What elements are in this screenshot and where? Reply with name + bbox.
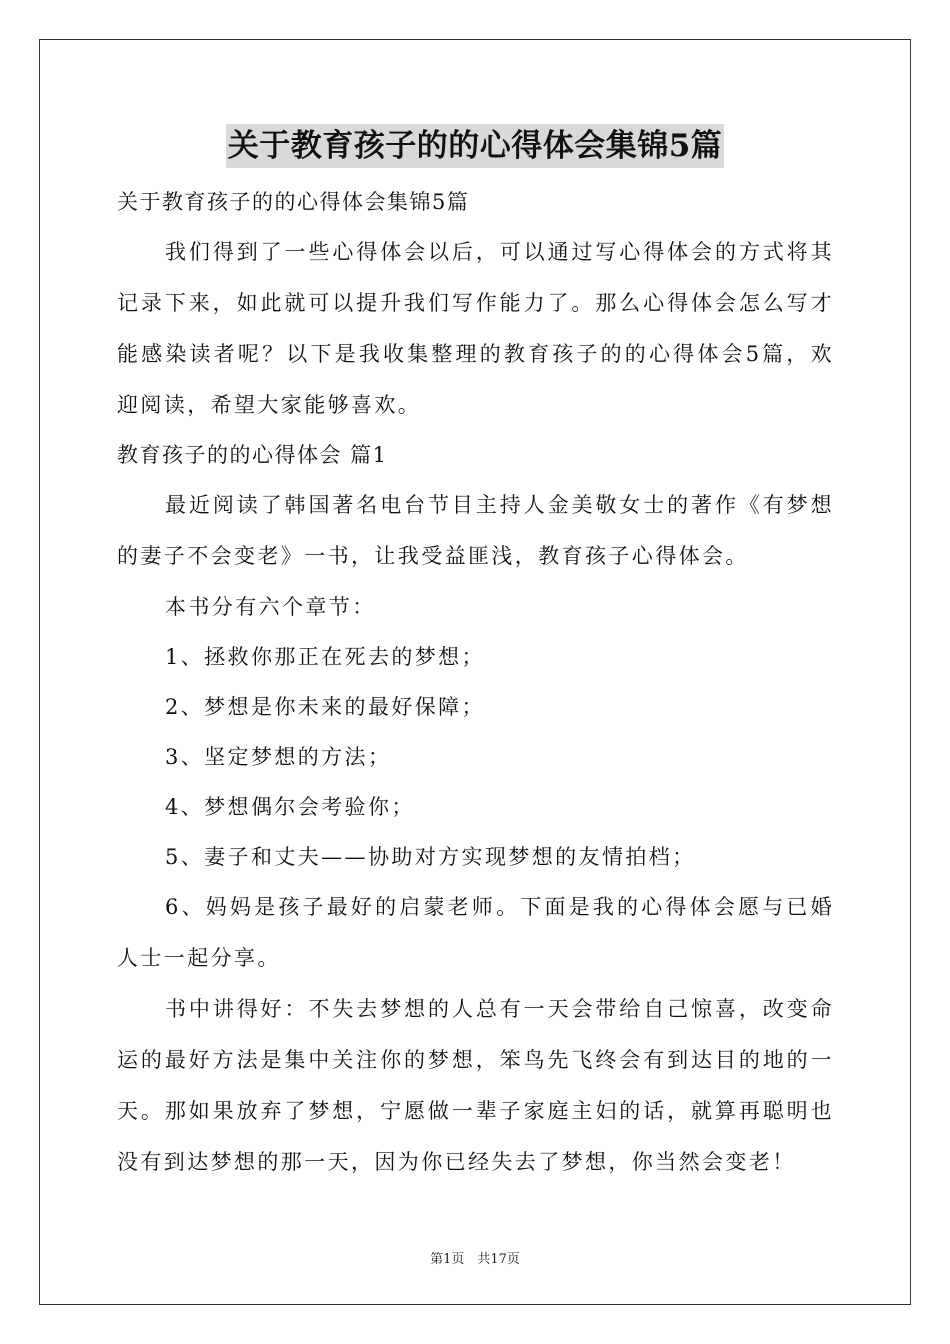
chapter-item-4: 4、梦想偶尔会考验你； xyxy=(165,795,415,819)
page-footer: 第1页 共17页 xyxy=(430,1252,520,1267)
intro-paragraph: 我们得到了一些心得体会以后，可以通过写心得体会的方式将其记录下来，如此就可以提升我们写作能力了。那么心得体会怎么写才能感染读者呢？以下是我收集整理的教育孩子的的心得体会5篇，欢迎阅读，希望大家能够喜欢。 xyxy=(117,240,834,417)
chapter-item-1: 1、拯救你那正在死去的梦想； xyxy=(165,645,485,669)
paragraph-book-quote: 书中讲得好：不失去梦想的人总有一天会带给自己惊喜，改变命运的最好方法是集中关注你的梦想，笨鸟先飞终会有到达目的地的一天。那如果放弃了梦想，宁愿做一辈子家庭主妇的话，就算再聪明也没有到达梦想的那一天，因为你已经失去了梦想，你当然会变老！ xyxy=(117,997,834,1174)
chapter-item-6: 6、妈妈是孩子最好的启蒙老师。下面是我的心得体会愿与已婚人士一起分享。 xyxy=(117,895,834,970)
document-title-text: 关于教育孩子的的心得体会集锦5篇 xyxy=(226,124,725,168)
chapter-intro: 本书分有六个章节： xyxy=(165,595,376,619)
document-subtitle: 关于教育孩子的的心得体会集锦5篇 xyxy=(117,190,470,214)
section-heading: 教育孩子的的心得体会 篇1 xyxy=(117,443,388,467)
chapter-item-3: 3、坚定梦想的方法； xyxy=(165,745,392,769)
paragraph-1: 最近阅读了韩国著名电台节目主持人金美敬女士的著作《有梦想的妻子不会变老》一书，让我受益匪浅，教育孩子心得体会。 xyxy=(117,493,834,568)
chapter-item-5: 5、妻子和丈夫——协助对方实现梦想的友情拍档； xyxy=(165,845,696,869)
document-title xyxy=(0,124,950,168)
document-body xyxy=(117,178,834,1188)
chapter-item-2: 2、梦想是你未来的最好保障； xyxy=(165,695,485,719)
